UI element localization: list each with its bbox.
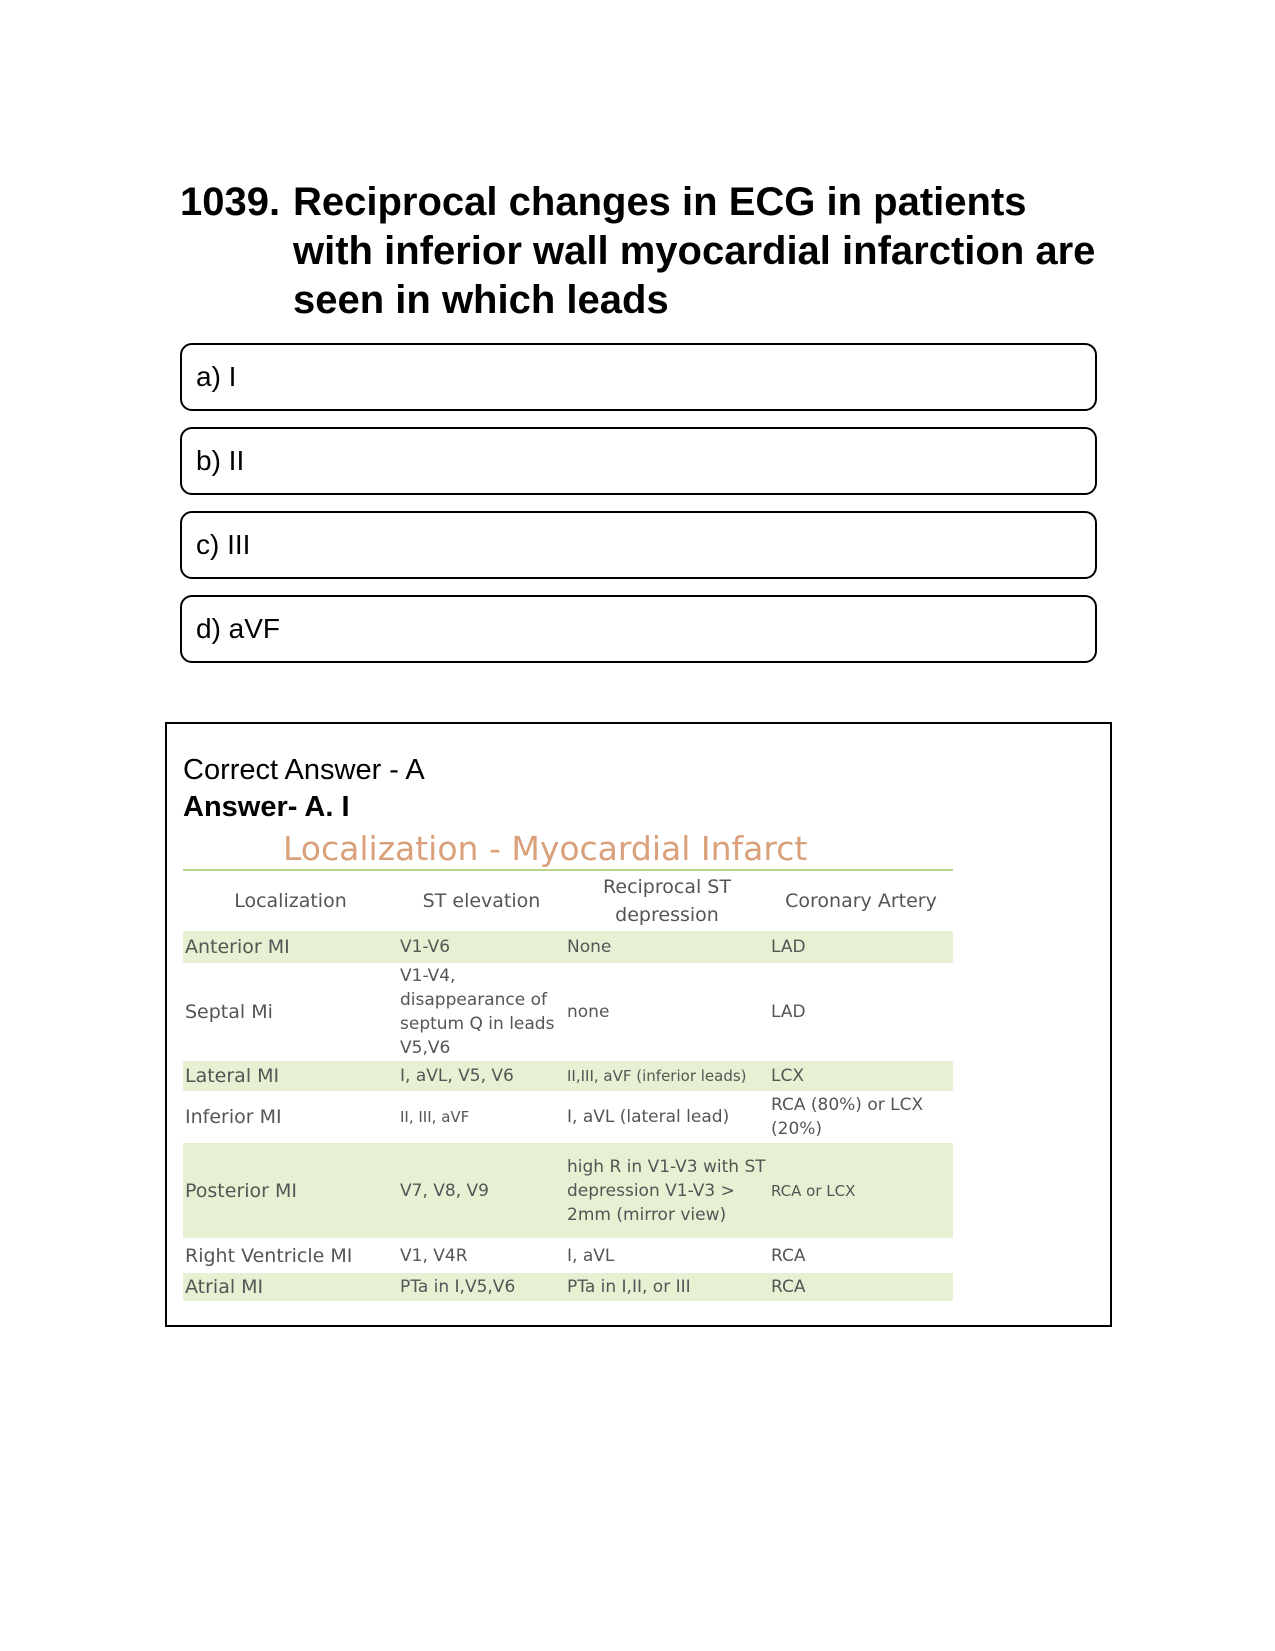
header-localization: Localization (234, 890, 347, 912)
table-row (183, 1061, 953, 1091)
cell-reciprocal: I, aVL (lateral lead) (567, 1107, 730, 1127)
option-d[interactable]: d) aVF (180, 595, 1097, 663)
header-coronary-artery: Coronary Artery (785, 890, 937, 912)
cell-st-elevation: V1, V4R (400, 1245, 468, 1266)
header-st-elevation: ST elevation (422, 890, 541, 912)
table-row (183, 1273, 953, 1301)
cell-st-elevation: V7, V8, V9 (398, 1143, 565, 1238)
cell-localization: Lateral MI (183, 1061, 398, 1091)
options-list (180, 343, 1097, 679)
table-header-row (183, 871, 953, 931)
localization-table (183, 871, 953, 1301)
table-row (183, 931, 953, 963)
question (180, 178, 1100, 325)
cell-localization: Septal Mi (185, 1001, 273, 1023)
cell-artery: RCA or LCX (769, 1143, 953, 1238)
answer-explanation-title: Answer- A. I (183, 791, 350, 823)
cell-reciprocal: PTa in I,II, or III (565, 1273, 769, 1301)
answer-box (165, 722, 1112, 1327)
localization-table-image (183, 829, 953, 1301)
cell-artery: LAD (769, 931, 953, 963)
option-a[interactable]: a) I (180, 343, 1097, 411)
cell-reciprocal: none (567, 1002, 610, 1022)
cell-localization: Atrial MI (183, 1273, 398, 1301)
cell-st-elevation: V1-V6 (398, 931, 565, 963)
table-row (183, 1238, 953, 1273)
table-row (183, 1143, 953, 1238)
cell-st-elevation: V1-V4, disappearance of septum Q in leads V5,V6 (400, 966, 555, 1058)
cell-reciprocal: high R in V1-V3 with ST depression V1-V3 > 2mm (mirror view) (565, 1143, 769, 1238)
cell-artery: LCX (769, 1061, 953, 1091)
cell-localization: Posterior MI (183, 1143, 398, 1238)
cell-artery: LAD (771, 1002, 806, 1022)
cell-artery: RCA (769, 1273, 953, 1301)
cell-reciprocal: I, aVL (567, 1245, 615, 1266)
question-number: 1039. (180, 180, 281, 224)
cell-st-elevation: I, aVL, V5, V6 (398, 1061, 565, 1091)
option-c[interactable]: c) III (180, 511, 1097, 579)
question-text: Reciprocal changes in ECG in patients with inferior wall myocardial infarction are seen in which leads (293, 180, 1096, 322)
cell-artery: RCA (771, 1245, 806, 1266)
cell-reciprocal: II,III, aVF (inferior leads) (565, 1061, 769, 1091)
cell-reciprocal: None (565, 931, 769, 963)
cell-localization: Inferior MI (185, 1106, 282, 1128)
cell-st-elevation: PTa in I,V5,V6 (398, 1273, 565, 1301)
cell-artery: RCA (80%) or LCX (20%) (771, 1095, 924, 1139)
correct-answer: Correct Answer - A (183, 754, 425, 786)
header-reciprocal: Reciprocal ST depression (603, 876, 731, 926)
cell-st-elevation: II, III, aVF (400, 1108, 470, 1126)
table-title: Localization - Myocardial Infarct (283, 829, 808, 868)
option-b[interactable]: b) II (180, 427, 1097, 495)
table-row (183, 1091, 953, 1143)
cell-localization: Anterior MI (183, 931, 398, 963)
cell-localization: Right Ventricle MI (185, 1244, 353, 1267)
table-row (183, 963, 953, 1061)
